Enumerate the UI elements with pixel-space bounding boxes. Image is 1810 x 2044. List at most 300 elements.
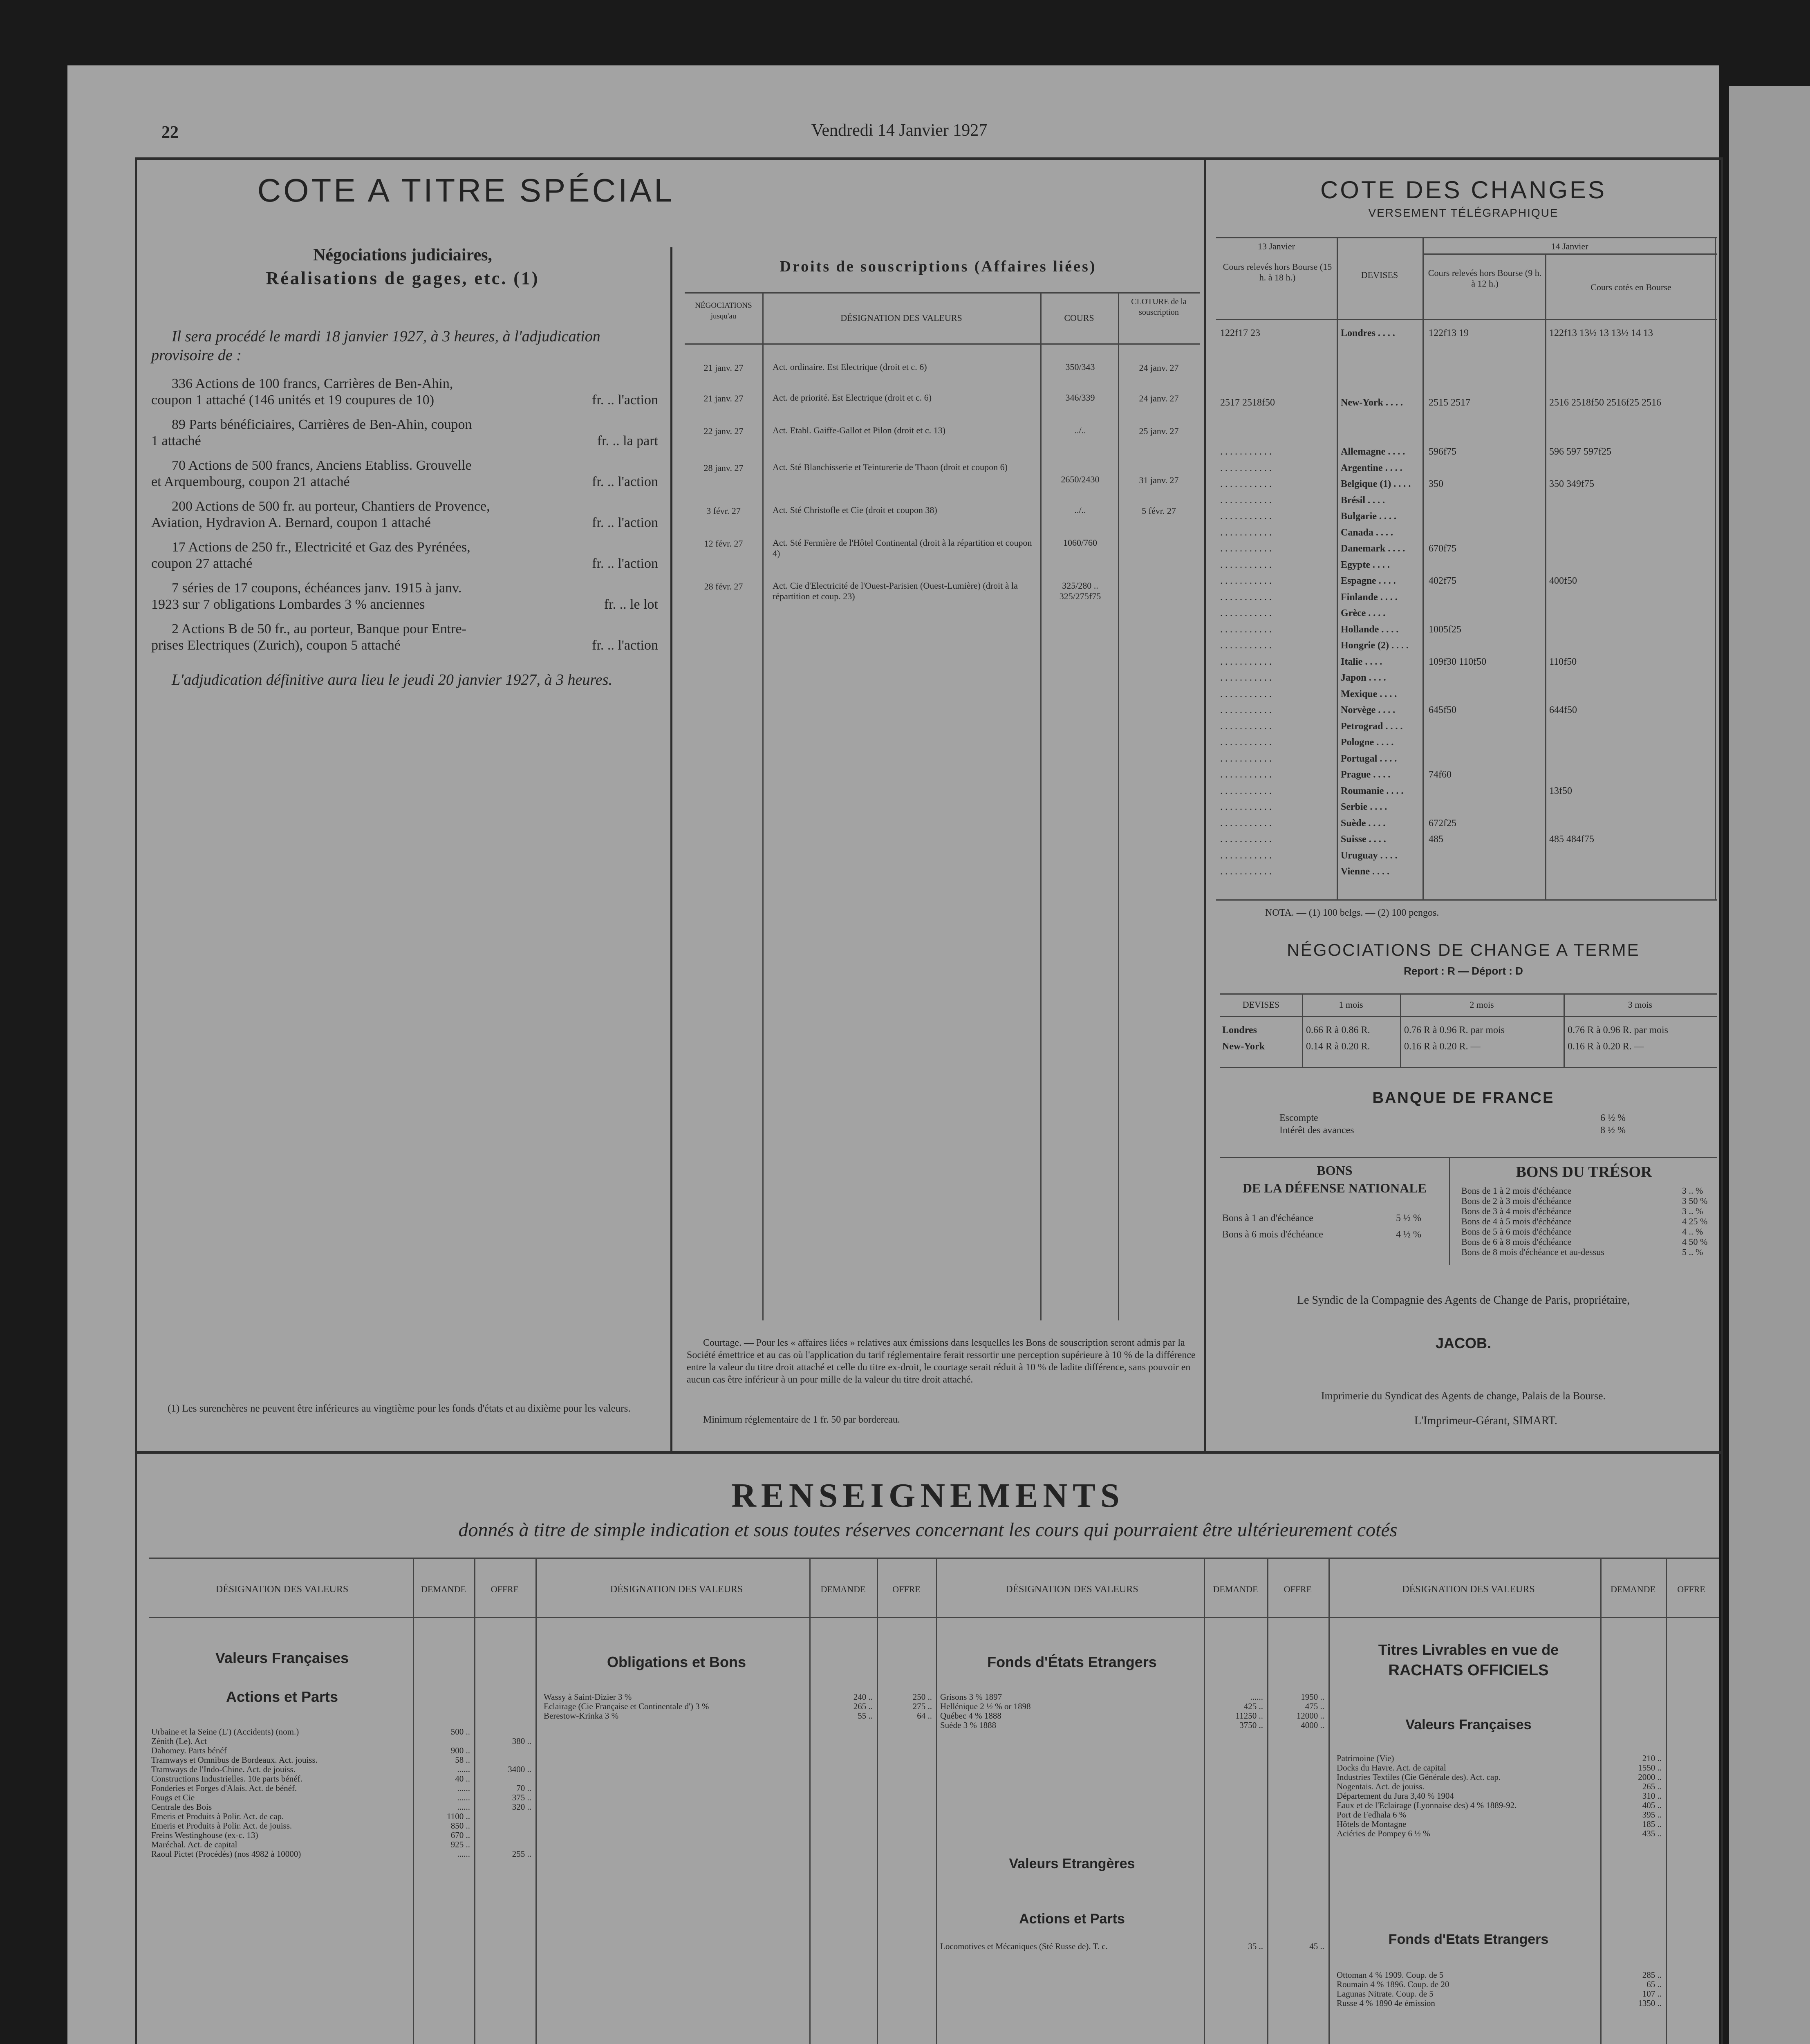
rens-col4-row2-demande: 285 .. bbox=[1642, 1970, 1662, 1980]
rens-header-designation: DÉSIGNATION DES VALEURS bbox=[1402, 1584, 1535, 1595]
changes-c2: 596f75 bbox=[1429, 446, 1456, 457]
rens-col1-row-designation: Fougs et Cie bbox=[151, 1793, 195, 1802]
changes-col-rule-1 bbox=[1337, 237, 1338, 899]
changes-devise: New-York . . . . bbox=[1341, 397, 1403, 408]
rens-col2-row-demande: 240 .. bbox=[853, 1692, 873, 1702]
lot-unit: fr. .. l'action bbox=[592, 392, 658, 408]
bons-tresor-rate: 5 .. % bbox=[1682, 1247, 1703, 1257]
terme-1mois: 0.14 R à 0.20 R. bbox=[1306, 1041, 1370, 1052]
page-border-right bbox=[1721, 157, 1723, 2044]
rens-col1-row-designation: Constructions Industrielles. 10e parts bénéf. bbox=[151, 1774, 302, 1784]
rens-col-rule bbox=[1666, 1558, 1667, 2044]
rens-col1-row-designation: Fonderies et Forges d'Alais. Act. de bénéf. bbox=[151, 1784, 297, 1793]
changes-header-devises: DEVISES bbox=[1361, 270, 1398, 280]
lot-line1: 2 Actions B de 50 fr., au porteur, Banque pour Entre- bbox=[172, 621, 466, 637]
syndic-text: Le Syndic de la Compagnie des Agents de Change de Paris, propriétaire, bbox=[1297, 1294, 1630, 1307]
cote-special-title: COTE A TITRE SPÉCIAL bbox=[257, 172, 675, 208]
terme-header-devises: DEVISES bbox=[1242, 1000, 1280, 1010]
droits-date: 12 févr. 27 bbox=[704, 538, 743, 549]
droits-cloture: 24 janv. 27 bbox=[1139, 363, 1179, 373]
terme-subtitle: Report : R — Déport : D bbox=[1404, 965, 1523, 977]
changes-c2: 1005f25 bbox=[1429, 624, 1461, 635]
banque-interet-label: Intérêt des avances bbox=[1279, 1125, 1354, 1136]
lot-line1: 17 Actions de 250 fr., Electricité et Gaz des Pyrénées, bbox=[172, 540, 470, 555]
changes-c1: . . . . . . . . . . . bbox=[1220, 802, 1272, 812]
rens-col-rule bbox=[877, 1558, 878, 2044]
terme-3mois: 0.16 R à 0.20 R. — bbox=[1568, 1041, 1644, 1052]
droits-courtage-text: Courtage. — Pour les « affaires liées » relatives aux émissions dans lesquelles les Bons de souscription seront admis par la Société émettrice et au cas où l'application du tarif réglementaire ferait ressortir une perception supérieure à 10 % de la différence entre la valeur du titre droit attaché et celle du titre ex-droit, le courtage serait réduit à 10 % de ladite différence, sans pouvoir en aucun cas être inférieur à un pour mille de la valeur du titre droit attaché. bbox=[687, 1338, 1196, 1385]
bons-tresor-rate: 4 .. % bbox=[1682, 1226, 1703, 1237]
rens-col2-row-offre: 275 .. bbox=[912, 1701, 932, 1711]
rens-col3-row-offre: 4000 .. bbox=[1301, 1720, 1324, 1730]
bons-tresor-rate: 4 50 % bbox=[1682, 1237, 1708, 1247]
changes-c2: 2515 2517 bbox=[1429, 397, 1470, 408]
changes-header-c2: Cours relevés hors Bourse (9 h. à 12 h.) bbox=[1428, 268, 1542, 289]
rens-col1-row-offre: 255 .. bbox=[512, 1849, 531, 1859]
changes-c3: 13f50 bbox=[1549, 785, 1572, 796]
rens-rule-header bbox=[149, 1617, 1719, 1618]
droits-designation: Act. ordinaire. Est Electrique (droit et c. 6) bbox=[773, 362, 927, 372]
droits-date: 28 janv. 27 bbox=[703, 463, 744, 473]
droits-date: 28 févr. 27 bbox=[704, 581, 743, 592]
rens-col4-row-demande: 265 .. bbox=[1642, 1782, 1662, 1791]
syndic-name: JACOB. bbox=[1435, 1335, 1492, 1351]
changes-devise: Roumanie . . . . bbox=[1341, 785, 1404, 796]
changes-c2: 672f25 bbox=[1429, 818, 1456, 829]
changes-devise: Mexique . . . . bbox=[1341, 688, 1397, 699]
rens-col3-row2-offre: 45 .. bbox=[1309, 1941, 1324, 1951]
rens-col-rule bbox=[809, 1558, 811, 2044]
rens-rule-top bbox=[149, 1558, 1719, 1559]
terme-title: NÉGOCIATIONS DE CHANGE A TERME bbox=[1287, 940, 1640, 959]
changes-c1: . . . . . . . . . . . bbox=[1220, 559, 1272, 570]
changes-devise: Argentine . . . . bbox=[1341, 462, 1402, 473]
rens-col4-heading-a: Titres Livrables en vue de bbox=[1378, 1641, 1559, 1658]
changes-devise: Japon . . . . bbox=[1341, 672, 1386, 683]
rens-col4-row2-demande: 65 .. bbox=[1646, 1979, 1662, 1989]
changes-devise: Canada . . . . bbox=[1341, 527, 1393, 538]
lot-line1: 89 Parts bénéficiaires, Carrières de Ben-Ahin, coupon bbox=[172, 417, 472, 432]
changes-devise: Prague . . . . bbox=[1341, 769, 1391, 780]
changes-c1: . . . . . . . . . . . bbox=[1220, 543, 1272, 554]
rens-col3-heading2: Valeurs Etrangères bbox=[1009, 1856, 1135, 1871]
rens-col1-row-demande: 58 .. bbox=[455, 1755, 470, 1765]
rens-col1-row-designation: Maréchal. Act. de capital bbox=[151, 1840, 237, 1849]
droits-cours: 346/339 bbox=[1065, 392, 1095, 403]
adjacent-page-edge bbox=[1729, 86, 1810, 2044]
droits-header-designation: DÉSIGNATION DES VALEURS bbox=[840, 313, 962, 323]
rens-header-demande: DEMANDE bbox=[1213, 1584, 1258, 1594]
changes-title: COTE DES CHANGES bbox=[1320, 176, 1607, 204]
rens-col2-row-demande: 55 .. bbox=[858, 1711, 873, 1721]
cote-special-sub2: Réalisations de gages, etc. (1) bbox=[266, 268, 540, 288]
droits-cours: ../.. bbox=[1074, 505, 1086, 515]
changes-c1: . . . . . . . . . . . bbox=[1220, 624, 1272, 635]
rens-col4-row-designation: Eaux et de l'Eclairage (Lyonnaise des) 4 % 1889-92. bbox=[1337, 1801, 1517, 1810]
changes-devise: Vienne . . . . bbox=[1341, 866, 1390, 877]
terme-rule-bottom bbox=[1220, 1067, 1717, 1068]
terme-2mois: 0.76 R à 0.96 R. par mois bbox=[1404, 1025, 1505, 1035]
rens-col3-row2-designation: Locomotives et Mécaniques (Sté Russe de). T. c. bbox=[940, 1942, 1108, 1951]
rens-col1-row-demande: 900 .. bbox=[450, 1746, 470, 1755]
changes-c1: . . . . . . . . . . . bbox=[1220, 592, 1272, 603]
changes-devise: Brésil . . . . bbox=[1341, 495, 1385, 506]
terme-devise: Londres bbox=[1222, 1025, 1257, 1035]
lot-line1: 336 Actions de 100 francs, Carrières de Ben-Ahin, bbox=[172, 376, 453, 391]
rens-col1-row-demande: 850 .. bbox=[450, 1821, 470, 1831]
changes-c1: . . . . . . . . . . . bbox=[1220, 656, 1272, 667]
rens-col4-row2-designation: Ottoman 4 % 1909. Coup. de 5 bbox=[1337, 1970, 1444, 1980]
rens-col4-heading-b: RACHATS OFFICIELS bbox=[1388, 1662, 1549, 1679]
rens-col2-row-designation: Wassy à Saint-Dizier 3 % bbox=[544, 1692, 632, 1702]
terme-2mois: 0.16 R à 0.20 R. — bbox=[1404, 1041, 1481, 1052]
page-border-left bbox=[135, 157, 137, 2044]
changes-header-c3: Cours cotés en Bourse bbox=[1590, 282, 1671, 292]
changes-c1: . . . . . . . . . . . bbox=[1220, 479, 1272, 489]
rens-col3-row-designation: Suède 3 % 1888 bbox=[940, 1721, 997, 1730]
changes-c3: 2516 2518f50 2516f25 2516 bbox=[1549, 397, 1661, 408]
changes-date-right: 14 Janvier bbox=[1551, 241, 1588, 251]
rens-col1-row-demande: ...... bbox=[457, 1793, 470, 1802]
droits-cours: ../.. bbox=[1074, 425, 1086, 435]
changes-c1: . . . . . . . . . . . bbox=[1220, 672, 1272, 683]
rens-header-designation: DÉSIGNATION DES VALEURS bbox=[215, 1584, 349, 1595]
rens-col4-row2-designation: Lagunas Nitrate. Coup. de 5 bbox=[1337, 1989, 1434, 1999]
changes-date-left: 13 Janvier bbox=[1257, 241, 1295, 251]
changes-c1: . . . . . . . . . . . bbox=[1220, 511, 1272, 522]
changes-devise: Uruguay . . . . bbox=[1341, 850, 1398, 861]
changes-c2: 122f13 19 bbox=[1429, 328, 1469, 338]
changes-devise: Portugal . . . . bbox=[1341, 753, 1397, 764]
rens-header-designation: DÉSIGNATION DES VALEURS bbox=[1006, 1584, 1138, 1595]
cote-special-final: L'adjudication définitive aura lieu le jeudi 20 janvier 1927, à 3 heures. bbox=[172, 671, 612, 688]
changes-c2: 74f60 bbox=[1429, 769, 1452, 780]
changes-rule-date bbox=[1422, 253, 1717, 255]
rens-col3-row-designation: Grisons 3 % 1897 bbox=[940, 1692, 1002, 1702]
rens-col3-row2-demande: 35 .. bbox=[1248, 1941, 1263, 1951]
rens-col3-row-offre: 1950 .. bbox=[1301, 1692, 1324, 1702]
cote-special-footnote: (1) Les surenchères ne peuvent être inférieures au vingtième pour les fonds d'états et au dixième pour les valeurs. bbox=[168, 1403, 631, 1414]
changes-c2: 645f50 bbox=[1429, 705, 1456, 715]
rens-col-rule bbox=[936, 1558, 937, 2044]
rens-col1-row-demande: 925 .. bbox=[450, 1840, 470, 1849]
rens-col4-row-demande: 405 .. bbox=[1642, 1800, 1662, 1810]
bons-tresor-label: Bons de 3 à 4 mois d'échéance bbox=[1461, 1206, 1572, 1216]
changes-c3: 400f50 bbox=[1549, 576, 1577, 586]
rens-col1-row-offre: 3400 .. bbox=[508, 1764, 531, 1774]
changes-devise: Bulgarie . . . . bbox=[1341, 511, 1396, 522]
changes-c1: . . . . . . . . . . . bbox=[1220, 640, 1272, 651]
terme-3mois: 0.76 R à 0.96 R. par mois bbox=[1568, 1025, 1668, 1035]
changes-devise: Suisse . . . . bbox=[1341, 834, 1386, 845]
rens-header-designation: DÉSIGNATION DES VALEURS bbox=[610, 1584, 743, 1595]
droits-cours: 325/280 .. 325/275f75 bbox=[1059, 580, 1101, 601]
rens-col1-row-designation: Raoul Pictet (Procédés) (nos 4982 à 10000) bbox=[151, 1849, 301, 1859]
rens-col3-row-demande: 11250 .. bbox=[1235, 1711, 1263, 1721]
changes-c1: . . . . . . . . . . . bbox=[1220, 753, 1272, 764]
terme-col-rule-2 bbox=[1400, 993, 1401, 1067]
droits-date: 3 févr. 27 bbox=[706, 506, 741, 516]
rens-col1-row-demande: 40 .. bbox=[455, 1774, 470, 1784]
banque-escompte: 6 ½ % bbox=[1600, 1113, 1626, 1123]
droits-header-bottom bbox=[685, 343, 1200, 345]
rens-col3-row-demande: 3750 .. bbox=[1239, 1720, 1263, 1730]
droits-col-rule-2 bbox=[1040, 292, 1042, 1320]
changes-devise: Hollande . . . . bbox=[1341, 624, 1399, 635]
droits-designation: Act. de priorité. Est Electrique (droit et c. 6) bbox=[773, 392, 932, 403]
lot-line1: 70 Actions de 500 francs, Anciens Etabliss. Grouvelle bbox=[172, 458, 472, 473]
rens-col-rule bbox=[535, 1558, 537, 2044]
changes-col-rule-3 bbox=[1545, 253, 1546, 899]
changes-devise: Allemagne . . . . bbox=[1341, 446, 1405, 457]
lot-line1: 200 Actions de 500 fr. au porteur, Chantiers de Provence, bbox=[172, 499, 490, 514]
rens-col3-row-demande: 425 .. bbox=[1243, 1701, 1263, 1711]
changes-devise: Suède . . . . bbox=[1341, 818, 1386, 829]
changes-c2: 670f75 bbox=[1429, 543, 1456, 554]
rens-col4-row-designation: Hôtels de Montagne bbox=[1337, 1820, 1407, 1829]
lot-line2: coupon 1 attaché (146 unités et 19 coupures de 10) bbox=[151, 392, 435, 408]
lot-unit: fr. .. l'action bbox=[592, 556, 658, 571]
droits-header-cloture: CLOTURE de la souscription bbox=[1131, 297, 1187, 317]
header-rule bbox=[135, 157, 1721, 160]
rens-col1-row-designation: Urbaine et la Seine (L') (Accidents) (nom.) bbox=[151, 1727, 299, 1737]
changes-c3: 110f50 bbox=[1549, 656, 1577, 667]
changes-col-rule-4 bbox=[1715, 237, 1716, 899]
bons-tresor-rate: 3 .. % bbox=[1682, 1186, 1703, 1196]
banque-title: BANQUE DE FRANCE bbox=[1372, 1089, 1555, 1107]
bons-tresor-rate: 3 .. % bbox=[1682, 1206, 1703, 1216]
lot-unit: fr. .. l'action bbox=[592, 515, 658, 530]
column-rule-middle bbox=[670, 247, 672, 1451]
changes-c1: . . . . . . . . . . . bbox=[1220, 769, 1272, 780]
droits-cloture: 5 févr. 27 bbox=[1142, 506, 1176, 516]
terme-rule-top bbox=[1220, 993, 1717, 995]
changes-c1: 122f17 23 bbox=[1220, 328, 1260, 338]
changes-c1: 2517 2518f50 bbox=[1220, 397, 1275, 408]
changes-c1: . . . . . . . . . . . bbox=[1220, 495, 1272, 506]
bons-tresor-label: Bons de 4 à 5 mois d'échéance bbox=[1461, 1216, 1572, 1226]
bons-tresor-label: Bons de 6 à 8 mois d'échéance bbox=[1461, 1237, 1572, 1247]
rens-col1-heading: Valeurs Françaises bbox=[215, 1650, 349, 1666]
rens-col1-row-demande: ...... bbox=[457, 1764, 470, 1774]
rens-header-offre: OFFRE bbox=[491, 1584, 519, 1594]
rens-col1-row-designation: Zénith (Le). Act bbox=[151, 1737, 207, 1746]
column-rule-right bbox=[1204, 157, 1206, 1451]
bons-tresor-rate: 3 50 % bbox=[1682, 1196, 1708, 1206]
rens-header-demande: DEMANDE bbox=[1611, 1584, 1655, 1594]
rens-col1-row-demande: 500 .. bbox=[450, 1727, 470, 1737]
rens-col4-row2-designation: Roumain 4 % 1896. Coup. de 20 bbox=[1337, 1980, 1449, 1989]
changes-c1: . . . . . . . . . . . bbox=[1220, 527, 1272, 538]
lot-line2: coupon 27 attaché bbox=[151, 556, 253, 571]
changes-devise: Serbie . . . . bbox=[1341, 802, 1387, 812]
rens-col4-row-designation: Industries Textiles (Cie Générale des). Act. cap. bbox=[1337, 1773, 1501, 1782]
changes-devise: Egypte . . . . bbox=[1341, 559, 1390, 570]
changes-col-rule-2 bbox=[1422, 237, 1424, 899]
changes-devise: Italie . . . . bbox=[1341, 656, 1382, 667]
changes-c3: 350 349f75 bbox=[1549, 479, 1594, 489]
rens-col1-row-designation: Tramways de l'Indo-Chine. Act. de jouiss. bbox=[151, 1765, 296, 1774]
terme-col-rule-3 bbox=[1564, 993, 1565, 1067]
changes-c1: . . . . . . . . . . . bbox=[1220, 688, 1272, 699]
changes-c1: . . . . . . . . . . . bbox=[1220, 866, 1272, 877]
rens-col4-row-designation: Port de Fedhala 6 % bbox=[1337, 1810, 1407, 1820]
lot-line2: Aviation, Hydravion A. Bernard, coupon 1 attaché bbox=[151, 515, 431, 530]
changes-c1: . . . . . . . . . . . bbox=[1220, 576, 1272, 586]
changes-devise: Grèce . . . . bbox=[1341, 608, 1386, 619]
cote-special-sub1: Négociations judiciaires, bbox=[313, 246, 492, 264]
changes-c1: . . . . . . . . . . . bbox=[1220, 785, 1272, 796]
changes-subtitle: VERSEMENT TÉLÉGRAPHIQUE bbox=[1368, 206, 1559, 219]
droits-date: 22 janv. 27 bbox=[703, 426, 744, 436]
section-rule bbox=[135, 1451, 1721, 1454]
changes-rule-bottom bbox=[1216, 899, 1717, 901]
changes-c3: 122f13 13½ 13 13½ 14 13 bbox=[1549, 328, 1653, 338]
cote-special-intro: Il sera procédé le mardi 18 janvier 1927, à 3 heures, à l'adjudication provisoire de : bbox=[151, 328, 600, 364]
changes-c1: . . . . . . . . . . . bbox=[1220, 850, 1272, 861]
terme-header-1mois: 1 mois bbox=[1339, 1000, 1363, 1010]
changes-c2: 350 bbox=[1429, 479, 1443, 489]
rens-col4-row-designation: Département du Jura 3,40 % 1904 bbox=[1337, 1791, 1454, 1801]
bons-tresor-label: Bons de 8 mois d'échéance et au-dessus bbox=[1461, 1247, 1604, 1257]
bons-def-label: Bons à 6 mois d'échéance bbox=[1222, 1229, 1323, 1240]
changes-devise: Londres . . . . bbox=[1341, 328, 1395, 338]
bons-rule-top bbox=[1220, 1157, 1717, 1158]
lot-line2: 1923 sur 7 obligations Lombardes 3 % anciennes bbox=[151, 597, 425, 612]
terme-devise: New-York bbox=[1222, 1041, 1265, 1052]
droits-date: 21 janv. 27 bbox=[703, 393, 744, 403]
rens-col4-row-demande: 310 .. bbox=[1642, 1791, 1662, 1801]
rens-col-rule bbox=[1328, 1558, 1330, 2044]
rens-col3-heading3: Actions et Parts bbox=[1019, 1911, 1125, 1927]
changes-c1: . . . . . . . . . . . bbox=[1220, 721, 1272, 732]
rens-col3-row-demande: ...... bbox=[1250, 1692, 1263, 1702]
lot-line2: et Arquembourg, coupon 21 attaché bbox=[151, 474, 350, 489]
changes-c2: 402f75 bbox=[1429, 576, 1456, 586]
lot-line2: 1 attaché bbox=[151, 433, 201, 448]
rens-col1-row-demande: 670 .. bbox=[450, 1830, 470, 1840]
rens-header-demande: DEMANDE bbox=[421, 1584, 466, 1594]
changes-devise: Belgique (1) . . . . bbox=[1341, 479, 1411, 489]
renseignements-title: RENSEIGNEMENTS bbox=[731, 1477, 1125, 1515]
rens-col1-row-offre: 70 .. bbox=[516, 1783, 531, 1793]
rens-col1-row-offre: 375 .. bbox=[512, 1793, 531, 1802]
changes-c1: . . . . . . . . . . . bbox=[1220, 737, 1272, 748]
rens-header-offre: OFFRE bbox=[1677, 1584, 1705, 1594]
bons-tresor-label: Bons de 2 à 3 mois d'échéance bbox=[1461, 1196, 1572, 1206]
rens-col4-row2-demande: 107 .. bbox=[1642, 1989, 1662, 1999]
rens-col-rule bbox=[1204, 1558, 1205, 2044]
droits-cloture: 24 janv. 27 bbox=[1139, 393, 1179, 403]
rens-col4-row-demande: 1550 .. bbox=[1638, 1763, 1662, 1773]
lot-unit: fr. .. l'action bbox=[592, 638, 658, 653]
droits-designation: Act. Etabl. Gaiffe-Gallot et Pilon (droit et c. 13) bbox=[773, 425, 945, 435]
changes-devise: Espagne . . . . bbox=[1341, 576, 1396, 586]
rens-col1-row-designation: Dahomey. Parts bénéf bbox=[151, 1746, 227, 1755]
droits-designation: Act. Cie d'Electricité de l'Ouest-Parisien (Ouest-Lumière) (droit à la répartition et coup. 23) bbox=[773, 580, 1018, 601]
changes-c1: . . . . . . . . . . . bbox=[1220, 834, 1272, 845]
rens-col4-row-demande: 395 .. bbox=[1642, 1810, 1662, 1820]
droits-cours: 350/343 bbox=[1065, 362, 1095, 372]
rens-col1-row-demande: ...... bbox=[457, 1783, 470, 1793]
lot-unit: fr. .. l'action bbox=[592, 474, 658, 489]
droits-courtage bbox=[687, 1337, 1198, 1386]
droits-cloture: 25 janv. 27 bbox=[1139, 426, 1179, 436]
droits-designation: Act. Sté Fermière de l'Hôtel Continental (droit à la répartition et coupon 4) bbox=[773, 538, 1032, 558]
rens-col3-row-designation: Québec 4 % 1888 bbox=[940, 1711, 1001, 1721]
changes-c3: 485 484f75 bbox=[1549, 834, 1594, 845]
rens-col4-row-designation: Aciéries de Pompey 6 ½ % bbox=[1337, 1829, 1430, 1838]
changes-devise: Danemark . . . . bbox=[1341, 543, 1405, 554]
rens-col1-row-designation: Tramways et Omnibus de Bordeaux. Act. jouiss. bbox=[151, 1755, 318, 1765]
changes-rule-top bbox=[1216, 237, 1717, 238]
changes-c1: . . . . . . . . . . . bbox=[1220, 462, 1272, 473]
changes-c1: . . . . . . . . . . . bbox=[1220, 705, 1272, 715]
banque-escompte-label: Escompte bbox=[1279, 1113, 1318, 1123]
rens-col1-row-demande: ...... bbox=[457, 1802, 470, 1812]
changes-rule-header bbox=[1216, 319, 1717, 320]
rens-col4-row-demande: 2000 .. bbox=[1638, 1772, 1662, 1782]
droits-designation: Act. Sté Blanchisserie et Teinturerie de Thaon (droit et coupon 6) bbox=[773, 462, 1008, 472]
changes-devise: Pologne . . . . bbox=[1341, 737, 1394, 748]
droits-cours: 1060/760 bbox=[1063, 538, 1098, 548]
droits-designation: Act. Sté Christofle et Cie (droit et coupon 38) bbox=[773, 505, 937, 515]
rens-col1-row-offre: 380 .. bbox=[512, 1736, 531, 1746]
rens-col2-row-demande: 265 .. bbox=[853, 1701, 873, 1711]
changes-c3: 644f50 bbox=[1549, 705, 1577, 715]
droits-col-rule-1 bbox=[762, 292, 764, 1320]
rens-col4-row-designation: Docks du Havre. Act. de capital bbox=[1337, 1763, 1446, 1773]
bons-tresor-label: Bons de 1 à 2 mois d'échéance bbox=[1461, 1186, 1572, 1196]
rens-col2-row-designation: Eclairage (Cie Française et Continentale d') 3 % bbox=[544, 1702, 709, 1711]
rens-col1-row-demande: ...... bbox=[457, 1849, 470, 1859]
droits-date: 21 janv. 27 bbox=[703, 363, 744, 373]
rens-col1-row-designation: Emeris et Produits à Polir. Act. de jouiss. bbox=[151, 1821, 292, 1831]
rens-col3-heading: Fonds d'États Etrangers bbox=[987, 1654, 1157, 1670]
terme-header-2mois: 2 mois bbox=[1470, 1000, 1494, 1010]
rens-col1-row-designation: Freins Westinghouse (ex-c. 13) bbox=[151, 1831, 258, 1840]
changes-c1: . . . . . . . . . . . bbox=[1220, 446, 1272, 457]
droits-cours: 2650/2430 bbox=[1061, 474, 1100, 484]
rens-col-rule bbox=[1267, 1558, 1268, 2044]
rens-col2-row-offre: 250 .. bbox=[912, 1692, 932, 1702]
changes-c1: . . . . . . . . . . . bbox=[1220, 818, 1272, 829]
rens-col1-row-demande: 1100 .. bbox=[447, 1811, 470, 1821]
changes-header-c1: Cours relevés hors Bourse (15 h. à 18 h.) bbox=[1223, 262, 1332, 282]
rens-col3-row-offre: 12000 .. bbox=[1296, 1711, 1324, 1721]
page-number: 22 bbox=[161, 123, 179, 142]
lot-unit: fr. .. la part bbox=[597, 433, 658, 448]
rens-col3-row-offre: 475 .. bbox=[1305, 1701, 1324, 1711]
rens-header-offre: OFFRE bbox=[1284, 1584, 1312, 1594]
bons-def-rate: 4 ½ % bbox=[1396, 1229, 1421, 1240]
lot-line1: 7 séries de 17 coupons, échéances janv. 1915 à janv. bbox=[172, 580, 462, 596]
syndic-gerant: L'Imprimeur-Gérant, SIMART. bbox=[1414, 1414, 1557, 1427]
droits-minimum: Minimum réglementaire de 1 fr. 50 par bordereau. bbox=[703, 1414, 900, 1425]
syndic-imprimerie: Imprimerie du Syndicat des Agents de change, Palais de la Bourse. bbox=[1321, 1390, 1606, 1402]
changes-c1: . . . . . . . . . . . bbox=[1220, 608, 1272, 619]
rens-col4-row-designation: Patrimoine (Vie) bbox=[1337, 1754, 1394, 1763]
bons-def-label: Bons à 1 an d'échéance bbox=[1222, 1213, 1313, 1224]
droits-header-cours: COURS bbox=[1064, 313, 1094, 323]
droits-col-rule-3 bbox=[1118, 292, 1119, 1320]
page-date: Vendredi 14 Janvier 1927 bbox=[811, 121, 988, 140]
rens-col1-subheading: Actions et Parts bbox=[226, 1688, 338, 1705]
terme-rule-header bbox=[1220, 1016, 1717, 1017]
changes-nota: NOTA. — (1) 100 belgs. — (2) 100 pengos. bbox=[1265, 908, 1439, 918]
rens-col4-heading2: Valeurs Françaises bbox=[1405, 1717, 1532, 1732]
droits-header-neg: NÉGOCIATIONS jusqu'au bbox=[695, 301, 752, 320]
